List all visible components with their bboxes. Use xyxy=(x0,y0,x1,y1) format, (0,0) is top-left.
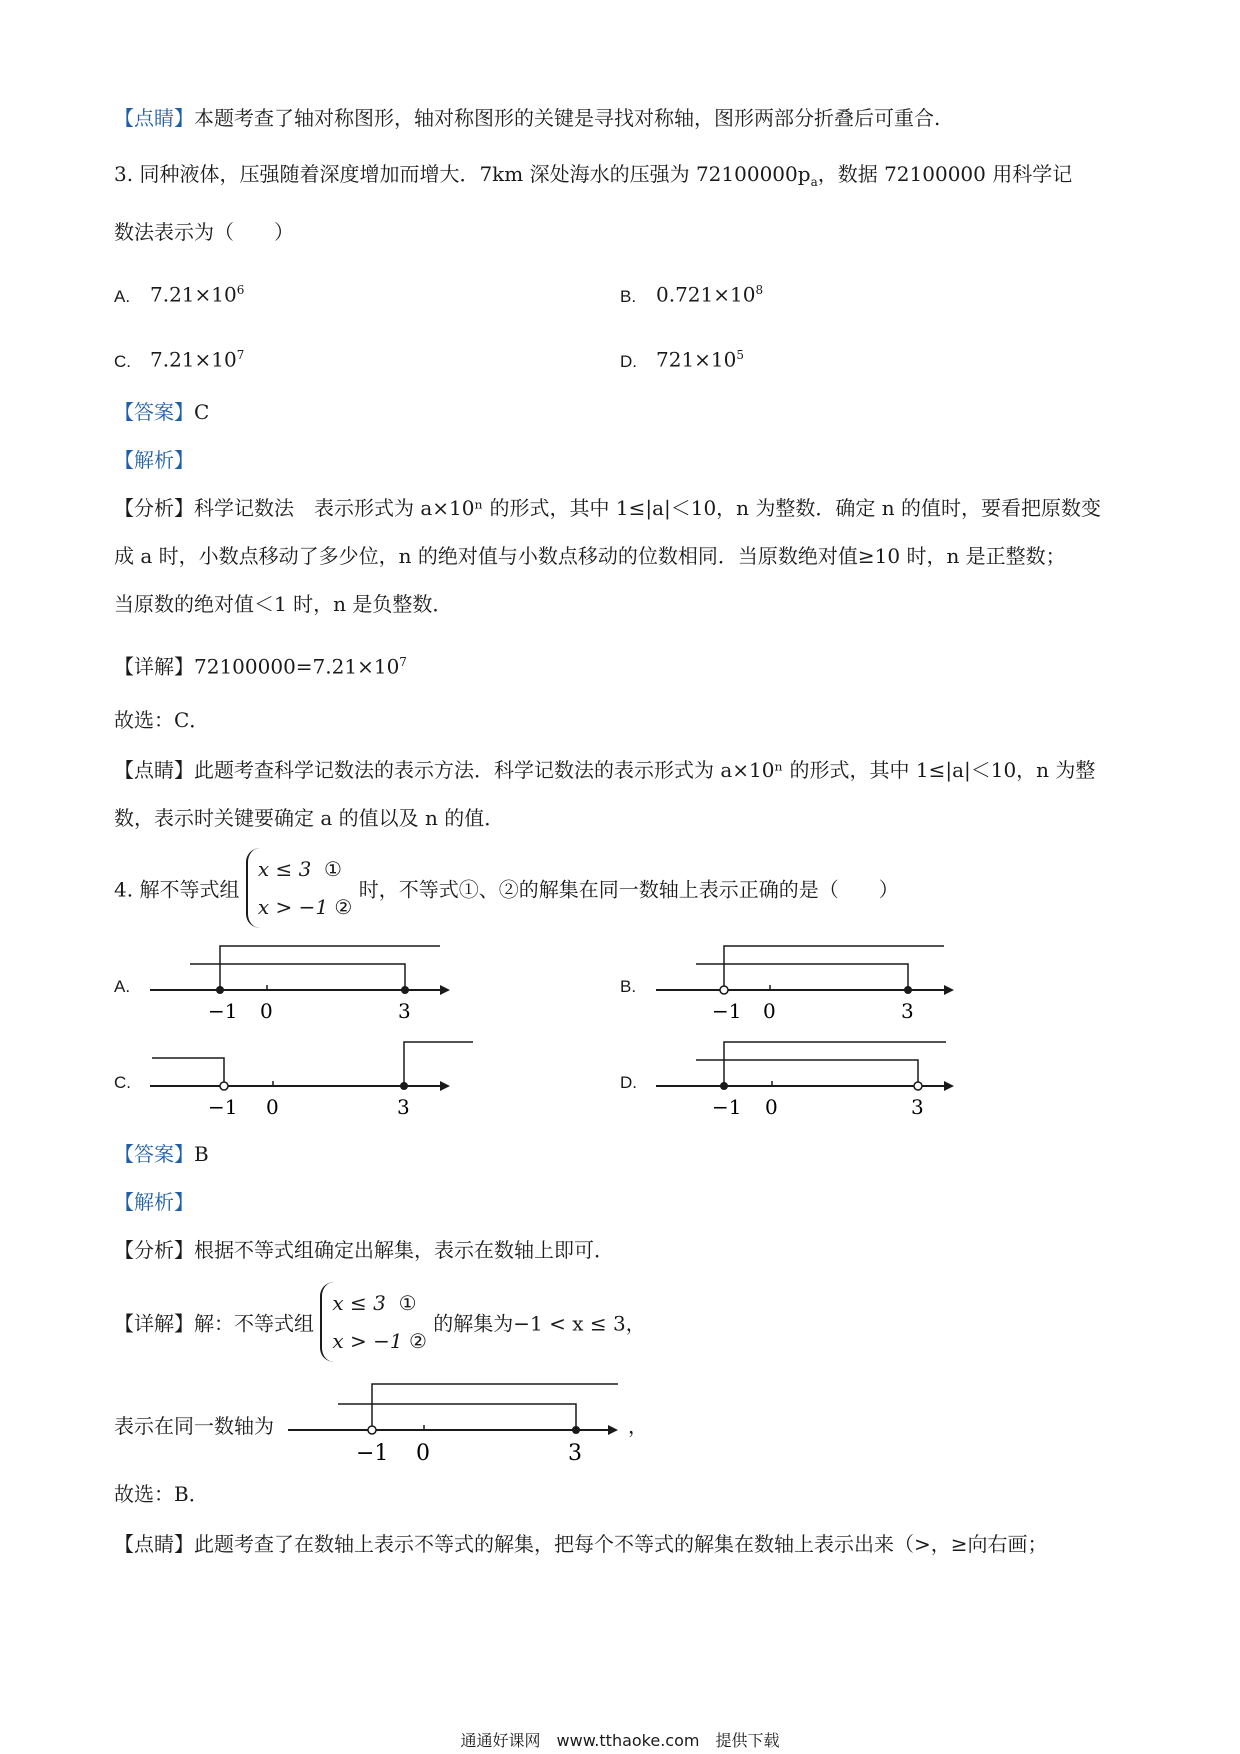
tick-neg1: −1 xyxy=(208,999,238,1023)
q4-number-line-c xyxy=(140,1036,480,1126)
dianjing-text: 本题考查了轴对称图形，轴对称图形的关键是寻找对称轴，图形两部分折叠后可重合. xyxy=(194,106,941,130)
q3-option-b xyxy=(620,275,763,312)
fenxi-text: 根据不等式组确定出解集，表示在数轴上即可． xyxy=(194,1238,614,1262)
dianjing-line xyxy=(114,104,940,132)
inequality-1: x ≤ 3 xyxy=(257,857,312,881)
q4-number-line-d xyxy=(646,1036,966,1126)
q4-suffix: 时，不等式①、②的解集在同一数轴上表示正确的是（ ） xyxy=(358,877,899,902)
tick-0: 0 xyxy=(765,1095,778,1119)
tick-3: 3 xyxy=(568,1441,582,1466)
option-exponent: 7 xyxy=(236,348,245,362)
q4-stem xyxy=(114,848,899,928)
answer-value: B xyxy=(194,1142,209,1166)
q3-option-a xyxy=(114,275,244,312)
option-value: 7.21×10 xyxy=(150,282,237,307)
q4-inequality-system xyxy=(246,848,353,928)
tick-0: 0 xyxy=(763,999,776,1023)
q3-fenxi-line3: 当原数的绝对值＜1 时，n 是负整数． xyxy=(114,592,453,616)
tick-neg1: −1 xyxy=(356,1441,389,1466)
tick-neg1: −1 xyxy=(712,1095,742,1119)
tick-neg1: −1 xyxy=(208,1095,238,1119)
xiangjie-tag: 【详解】 xyxy=(114,654,194,679)
q3-stem-line1 xyxy=(114,160,1072,196)
option-letter: D. xyxy=(620,351,637,371)
tick-0: 0 xyxy=(416,1441,430,1466)
option-exponent: 8 xyxy=(755,283,764,297)
dianjing-text: 此题考查科学记数法的表示方法．科学记数法的表示形式为 a×10ⁿ 的形式，其中 1≤|a|＜10，n 为整 xyxy=(194,758,1096,782)
tick-3: 3 xyxy=(397,1095,410,1119)
option-letter: C. xyxy=(114,1073,131,1092)
q3-jiexi-tag: 【解析】 xyxy=(114,448,194,472)
option-exponent: 6 xyxy=(236,283,245,297)
fenxi-tag: 【分析】 xyxy=(114,1238,194,1262)
option-letter: B. xyxy=(620,286,637,306)
q4-xiangjie-system xyxy=(320,1282,427,1362)
q3-xiangjie xyxy=(114,648,407,681)
dianjing-text: 此题考查了在数轴上表示不等式的解集，把每个不等式的解集在数轴上表示出来（>，≥向右画； xyxy=(194,1532,1048,1556)
q3-answer xyxy=(114,398,209,426)
q4-answer xyxy=(114,1140,209,1168)
q4-dianjing xyxy=(114,1530,1048,1558)
circle-2: ② xyxy=(408,1329,427,1353)
q4-solution-number-line xyxy=(288,1378,638,1468)
tick-0: 0 xyxy=(266,1095,279,1119)
q3-dianjing-line2: 数，表示时关键要确定 a 的值以及 n 的值． xyxy=(114,806,505,830)
dianjing-tag: 【点睛】 xyxy=(114,758,194,782)
option-value: 0.721×10 xyxy=(656,282,756,307)
option-letter: A. xyxy=(114,286,131,306)
tick-neg1: −1 xyxy=(712,999,742,1023)
dianjing-tag: 【点睛】 xyxy=(114,1532,194,1556)
q3-stem-line2: 数法表示为（ ） xyxy=(114,220,294,244)
fenxi-tag: 【分析】 xyxy=(114,496,194,520)
option-letter: A. xyxy=(114,977,131,996)
q3-fenxi-line1 xyxy=(114,494,1101,522)
circle-2: ② xyxy=(334,895,353,919)
q3-stem-text-b: ，数据 72100000 用科学记 xyxy=(817,162,1073,186)
fenxi-text: 科学记数法 表示形式为 a×10ⁿ 的形式，其中 1≤|a|＜10，n 为整数．确定 n 的值时，要看把原数变 xyxy=(194,496,1102,520)
xiangjie-prefix: 解：不等式组 xyxy=(194,1311,314,1336)
option-letter: B. xyxy=(620,977,637,996)
xiangjie-exponent: 7 xyxy=(399,655,407,669)
tick-3: 3 xyxy=(911,1095,924,1119)
answer-value: C xyxy=(194,400,210,424)
q4-axis-comma: ， xyxy=(628,1414,648,1438)
q3-guxuan: 故选：C． xyxy=(114,708,210,732)
option-letter: D. xyxy=(620,1073,637,1092)
q4-jiexi-tag: 【解析】 xyxy=(114,1190,194,1214)
q4-guxuan: 故选：B． xyxy=(114,1482,209,1506)
tick-3: 3 xyxy=(901,999,914,1023)
q4-axis-label: 表示在同一数轴为 xyxy=(114,1414,274,1438)
q4-number-line-a xyxy=(140,940,460,1030)
q3-unit-sub: a xyxy=(810,175,818,189)
inequality-2: x > −1 xyxy=(332,1329,403,1353)
q4-fenxi xyxy=(114,1236,614,1264)
q3-option-d xyxy=(620,340,744,377)
q3-option-c xyxy=(114,340,244,377)
q3-stem-text: 3. 同种液体，压强随着深度增加而增大．7km 深处海水的压强为 72100000p xyxy=(114,162,811,186)
xiangjie-tag: 【详解】 xyxy=(114,1311,194,1336)
inequality-2: x > −1 xyxy=(257,895,329,919)
q3-fenxi-line2: 成 a 时，小数点移动了多少位，n 的绝对值与小数点移动的位数相同．当原数绝对值≥10 时，n 是正整数； xyxy=(114,544,1066,568)
option-value: 7.21×10 xyxy=(150,347,237,372)
option-letter: C. xyxy=(114,351,131,371)
inequality-1: x ≤ 3 xyxy=(332,1291,386,1315)
answer-tag: 【答案】 xyxy=(114,400,194,424)
tick-3: 3 xyxy=(398,999,411,1023)
option-exponent: 5 xyxy=(736,348,745,362)
dianjing-tag: 【点睛】 xyxy=(114,106,194,130)
circle-1: ① xyxy=(324,857,342,881)
tick-0: 0 xyxy=(260,999,273,1023)
q4-xiangjie xyxy=(114,1282,646,1362)
q4-prefix: 4. 解不等式组 xyxy=(114,877,240,902)
q3-dianjing-line1 xyxy=(114,756,1095,784)
option-value: 721×10 xyxy=(656,347,737,372)
q4-number-line-b xyxy=(646,940,966,1030)
xiangjie-suffix: 的解集为−1 < x ≤ 3， xyxy=(433,1311,646,1336)
circle-1: ① xyxy=(398,1291,417,1315)
answer-tag: 【答案】 xyxy=(114,1142,194,1166)
xiangjie-text: 72100000=7.21×10 xyxy=(194,654,400,679)
page-footer: 通通好课网 www.tthaoke.com 提供下载 xyxy=(460,1731,780,1750)
